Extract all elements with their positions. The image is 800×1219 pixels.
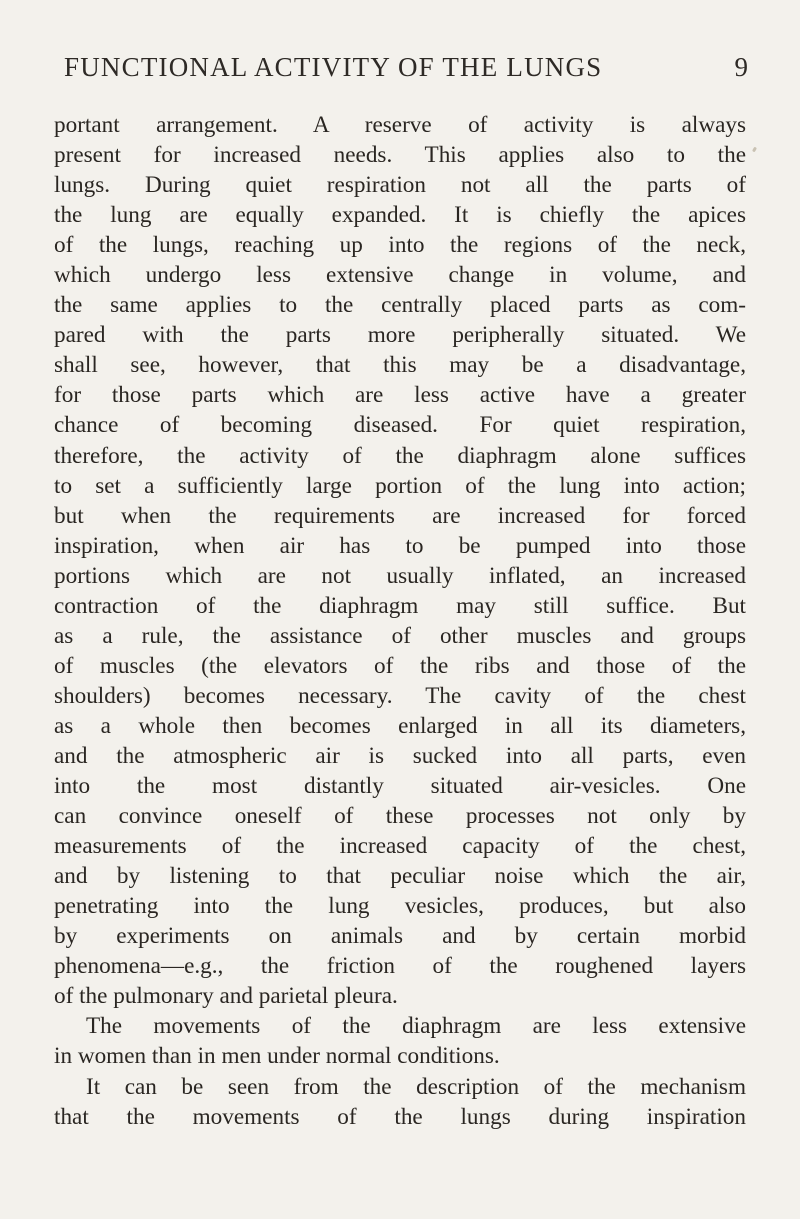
text-line: penetrating into the lung vesicles, produces, but also [54,893,746,920]
paragraph-end-line: of the pulmonary and parietal pleura. [54,983,398,1010]
text-line: but when the requirements are increased for forced [54,502,746,529]
text-line: by experiments on animals and by certain morbid [54,923,746,950]
paper-speck [752,147,757,153]
page-title: FUNCTIONAL ACTIVITY OF THE LUNGS [64,52,603,82]
text-line: can convince oneself of these processes not only by [54,803,746,830]
text-line: as a rule, the assistance of other muscles and groups [54,622,746,649]
text-line: portions which are not usually inflated, an increased [54,562,746,589]
page-number: 9 [734,52,748,82]
text-line: chance of becoming diseased. For quiet respiration, [54,412,746,439]
text-line: and by listening to that peculiar noise which the air, [54,863,746,890]
text-line: that the movements of the lungs during inspiration [54,1103,746,1130]
text-line: the same applies to the centrally placed parts as com- [54,292,746,319]
running-head [60,52,748,86]
text-line: the lung are equally expanded. It is chiefly the apices [54,202,746,229]
text-line: measurements of the increased capacity of the chest, [54,833,746,860]
text-line: which undergo less extensive change in volume, and [54,262,746,289]
text-line: portant arrangement. A reserve of activity is always [54,112,746,138]
text-line: shall see, however, that this may be a disadvantage, [54,352,746,379]
text-line: into the most distantly situated air-vesicles. One [54,773,746,800]
paragraph-end-line: in women than in men under normal conditions. [54,1043,500,1070]
text-line: phenomena—e.g., the friction of the roughened layers [54,953,746,980]
text-line: pared with the parts more peripherally situated. We [54,322,746,349]
text-line: as a whole then becomes enlarged in all its diameters, [54,712,746,739]
text-line: contraction of the diaphragm may still suffice. But [54,592,746,619]
text-line: therefore, the activity of the diaphragm alone suffices [54,442,746,469]
text-line: to set a sufficiently large portion of the lung into action; [54,472,746,499]
text-line: lungs. During quiet respiration not all the parts of [54,172,746,199]
text-line: for those parts which are less active have a greater [54,382,746,409]
text-line: of muscles (the elevators of the ribs and those of the [54,652,746,679]
text-line: and the atmospheric air is sucked into all parts, even [54,742,746,769]
text-line: of the lungs, reaching up into the regions of the neck, [54,232,746,259]
text-line: shoulders) becomes necessary. The cavity of the chest [54,682,746,709]
text-line: inspiration, when air has to be pumped into those [54,532,746,559]
body-text [54,110,746,1132]
text-line: present for increased needs. This applies also to the [54,142,746,169]
paragraph-start-line: It can be seen from the description of the mechanism [86,1073,746,1100]
paragraph-start-line: The movements of the diaphragm are less extensive [86,1013,746,1040]
